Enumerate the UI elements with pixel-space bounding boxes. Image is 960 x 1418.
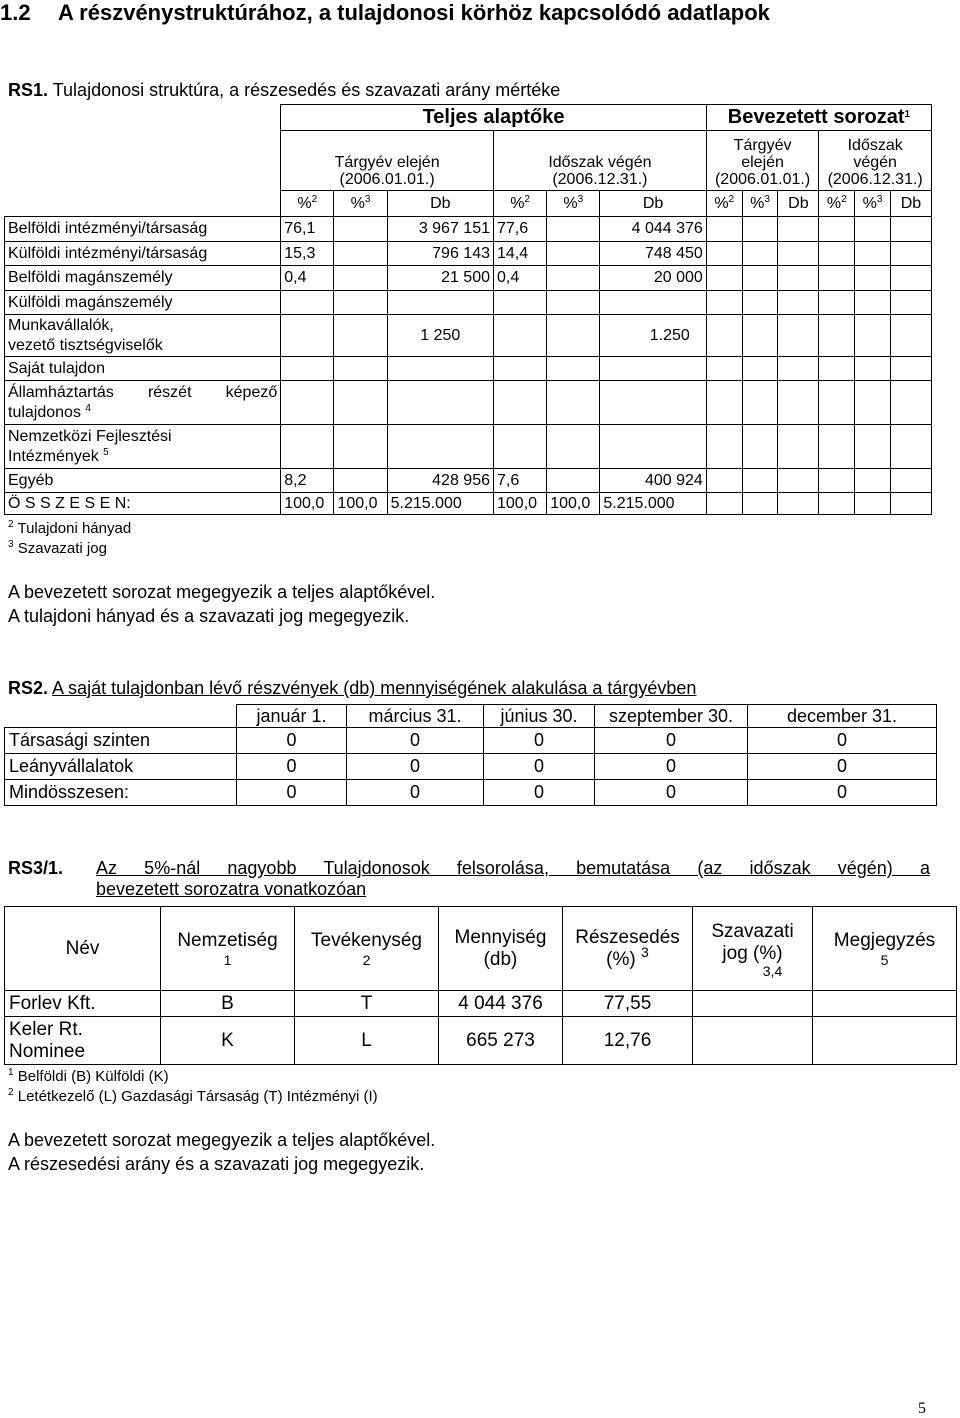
rs1-header-end: Időszak végén (2006.12.31.) bbox=[494, 131, 707, 191]
rs2-table bbox=[4, 704, 937, 806]
rs1-header-bev-start: Tárgyév elején (2006.01.01.) bbox=[706, 131, 819, 191]
rs3-note-1: A bevezetett sorozat megegyezik a teljes alaptőkével. bbox=[8, 1130, 436, 1150]
table-row: Nemzetközi Fejlesztési Intézmények $^5$ bbox=[5, 425, 932, 469]
rs1-footnote-3: $^3$ Szavazati jog bbox=[8, 539, 107, 557]
rs1-header-teljes: Teljes alaptőke bbox=[281, 105, 707, 131]
table-header-row: Név Nemzetiség 1 Tevékenység 2 Mennyiség (db) Részesedés (%) $^3$ Szavazati jog (%) 3,4 Megjegyzés 5 bbox=[5, 907, 957, 991]
rs2-title: A saját tulajdonban lévő részvények (db) mennyiségének alakulása a tárgyévben bbox=[52, 678, 697, 698]
rs3-note-2: A részesedési arány és a szavazati jog megegyezik. bbox=[8, 1154, 425, 1174]
rs1-table bbox=[4, 104, 932, 515]
rs3-footnote-2: $^2$ Letétkezelő (L) Gazdasági Társaság (T) Intézményi (I) bbox=[8, 1087, 378, 1105]
table-row: Mindösszesen: 0 0 0 0 0 bbox=[5, 780, 937, 806]
rs2-code: RS2. bbox=[8, 678, 49, 698]
rs2-caption bbox=[8, 678, 696, 699]
table-row: Belföldi magánszemély 0,4 21 500 0,4 20 000 bbox=[5, 266, 932, 291]
rs3-table bbox=[4, 906, 957, 1065]
rs1-note-1: A bevezetett sorozat megegyezik a teljes alaptőkével. bbox=[8, 582, 436, 602]
rs1-corner bbox=[5, 105, 281, 131]
table-row: Keler Rt. Nominee K L 665 273 12,76 bbox=[5, 1017, 957, 1065]
table-row: Társasági szinten 0 0 0 0 0 bbox=[5, 728, 937, 754]
rs1-code: RS1. bbox=[8, 80, 49, 100]
table-row: Külföldi intézményi/társaság 15,3 796 143 14,4 748 450 bbox=[5, 242, 932, 266]
table-row: Leányvállalatok 0 0 0 0 0 bbox=[5, 754, 937, 780]
table-row: Államháztartás részét képező tulajdonos $^4$ bbox=[5, 381, 932, 425]
rs1-note-2: A tulajdoni hányad és a szavazati jog megegyezik. bbox=[8, 606, 410, 626]
rs3-footnote-1: $^1$ Belföldi (B) Külföldi (K) bbox=[8, 1067, 169, 1085]
table-header-row: január 1. március 31. június 30. szeptember 30. december 31. bbox=[5, 705, 937, 728]
table-row-total: Ö S S Z E S E N: 100,0 100,0 5.215.000 100,0 100,0 5.215.000 bbox=[5, 493, 932, 515]
rs1-footnote-2: $^2$ Tulajdoni hányad bbox=[8, 519, 132, 537]
rs3-title: Az 5%-nál nagyobb Tulajdonosok felsorolása, bemutatása (az időszak végén) a bevezetett sorozatra vonatkozóan bbox=[96, 858, 930, 899]
rs3-caption-code: RS3/1. bbox=[8, 858, 64, 878]
rs1-subheader-row: %$^2$ %$^3$ Db %$^2$ %$^3$ Db %$^2$ %$^3$ Db %$^2$ %$^3$ Db bbox=[5, 191, 932, 217]
section-number: 1.2 bbox=[0, 0, 31, 25]
table-row: Egyéb 8,2 428 956 7,6 400 924 bbox=[5, 469, 932, 493]
table-row: Forlev Kft. B T 4 044 376 77,55 bbox=[5, 991, 957, 1017]
table-row: Saját tulajdon bbox=[5, 357, 932, 381]
rs1-corner-2 bbox=[5, 131, 281, 191]
rs1-title: Tulajdonosi struktúra, a részesedés és szavazati arány mértéke bbox=[52, 80, 561, 100]
page-number: 5 bbox=[918, 1400, 926, 1417]
table-row: Belföldi intézményi/társaság 76,1 3 967 151 77,6 4 044 376 bbox=[5, 217, 932, 242]
rs1-header-bev-end: Időszak végén (2006.12.31.) bbox=[819, 131, 932, 191]
rs1-header-bevezetett: Bevezetett sorozat$^1$ bbox=[706, 105, 931, 131]
section-title: A részvénystruktúrához, a tulajdonosi körhöz kapcsolódó adatlapok bbox=[58, 0, 770, 25]
table-row: Munkavállalók, vezető tisztségviselők 1 250 1.250 bbox=[5, 315, 932, 357]
table-row: Külföldi magánszemély bbox=[5, 291, 932, 315]
rs1-caption bbox=[8, 80, 560, 101]
rs1-header-start: Tárgyév elején (2006.01.01.) bbox=[281, 131, 494, 191]
